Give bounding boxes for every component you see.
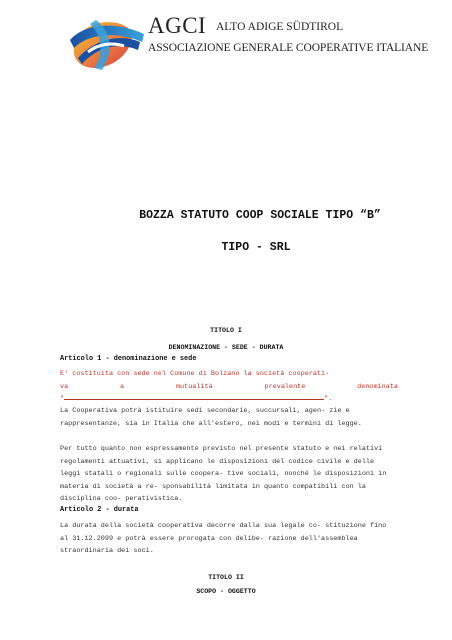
word: denominata <box>357 382 398 391</box>
article-1-line-3 <box>60 393 398 406</box>
org-full-name: ASSOCIAZIONE GENERALE COOPERATIVE ITALIANE <box>148 42 429 54</box>
open-quote: " <box>60 395 65 403</box>
article-1-paragraph-1 <box>60 368 398 406</box>
org-acronym: AGCI <box>148 13 207 38</box>
article-1-heading: Articolo 1 - denominazione e sede <box>60 355 197 363</box>
article-1-paragraph-3: Per tutto quanto non espressamente previsto nel presente statuto e nei relativi regolamenti attuativi, si applicano le disposizioni del codice civile e delle leggi statali o regionali sulle coopera- tive sociali, nonché le disposizioni in materia di società a re- sponsabilità limitata in quanto compatibili con la disciplina coo- perativistica. <box>60 445 387 503</box>
word: prevalente <box>264 382 306 391</box>
article-1-line-1: E' costituita con sede nel Comune di Bolzano la società cooperati- <box>60 370 330 378</box>
word: va <box>60 382 69 391</box>
section-title-1: TITOLO I <box>210 327 242 334</box>
section-subtitle-1: DENOMINAZIONE - SEDE - DURATA <box>168 344 284 351</box>
section-subtitle-2: SCOPO - OGGETTO <box>196 588 256 595</box>
letterhead <box>68 12 452 72</box>
document-title: BOZZA STATUTO COOP SOCIALE TIPO “B” <box>139 209 381 222</box>
agci-logo-icon <box>68 12 146 74</box>
section-title-2: TITOLO II <box>208 574 244 581</box>
word: mutualità <box>175 382 213 391</box>
article-2-heading: Articolo 2 - durata <box>60 506 139 514</box>
article-1-paragraph-2: La Cooperativa potrà istituire sedi secondarie, succursali, agen- zie e rappresentanze, sia in Italia che all'estero, nei modi e termini di legge. <box>60 407 362 428</box>
name-blank-line <box>64 393 324 400</box>
document-subtitle: TIPO - SRL <box>221 241 291 254</box>
article-2-paragraph-1: La durata della società cooperativa decorre dalla sua legale co- stituzione fino al 31.12.2099 e potrà essere prorogata con delibe- razione dell'assemblea straordinaria dei soci. <box>60 522 387 555</box>
org-region: ALTO ADIGE SÜDTIROL <box>216 21 344 33</box>
article-1-line-2 <box>60 381 398 394</box>
close-quote: ". <box>324 395 333 403</box>
word: a <box>120 382 125 391</box>
